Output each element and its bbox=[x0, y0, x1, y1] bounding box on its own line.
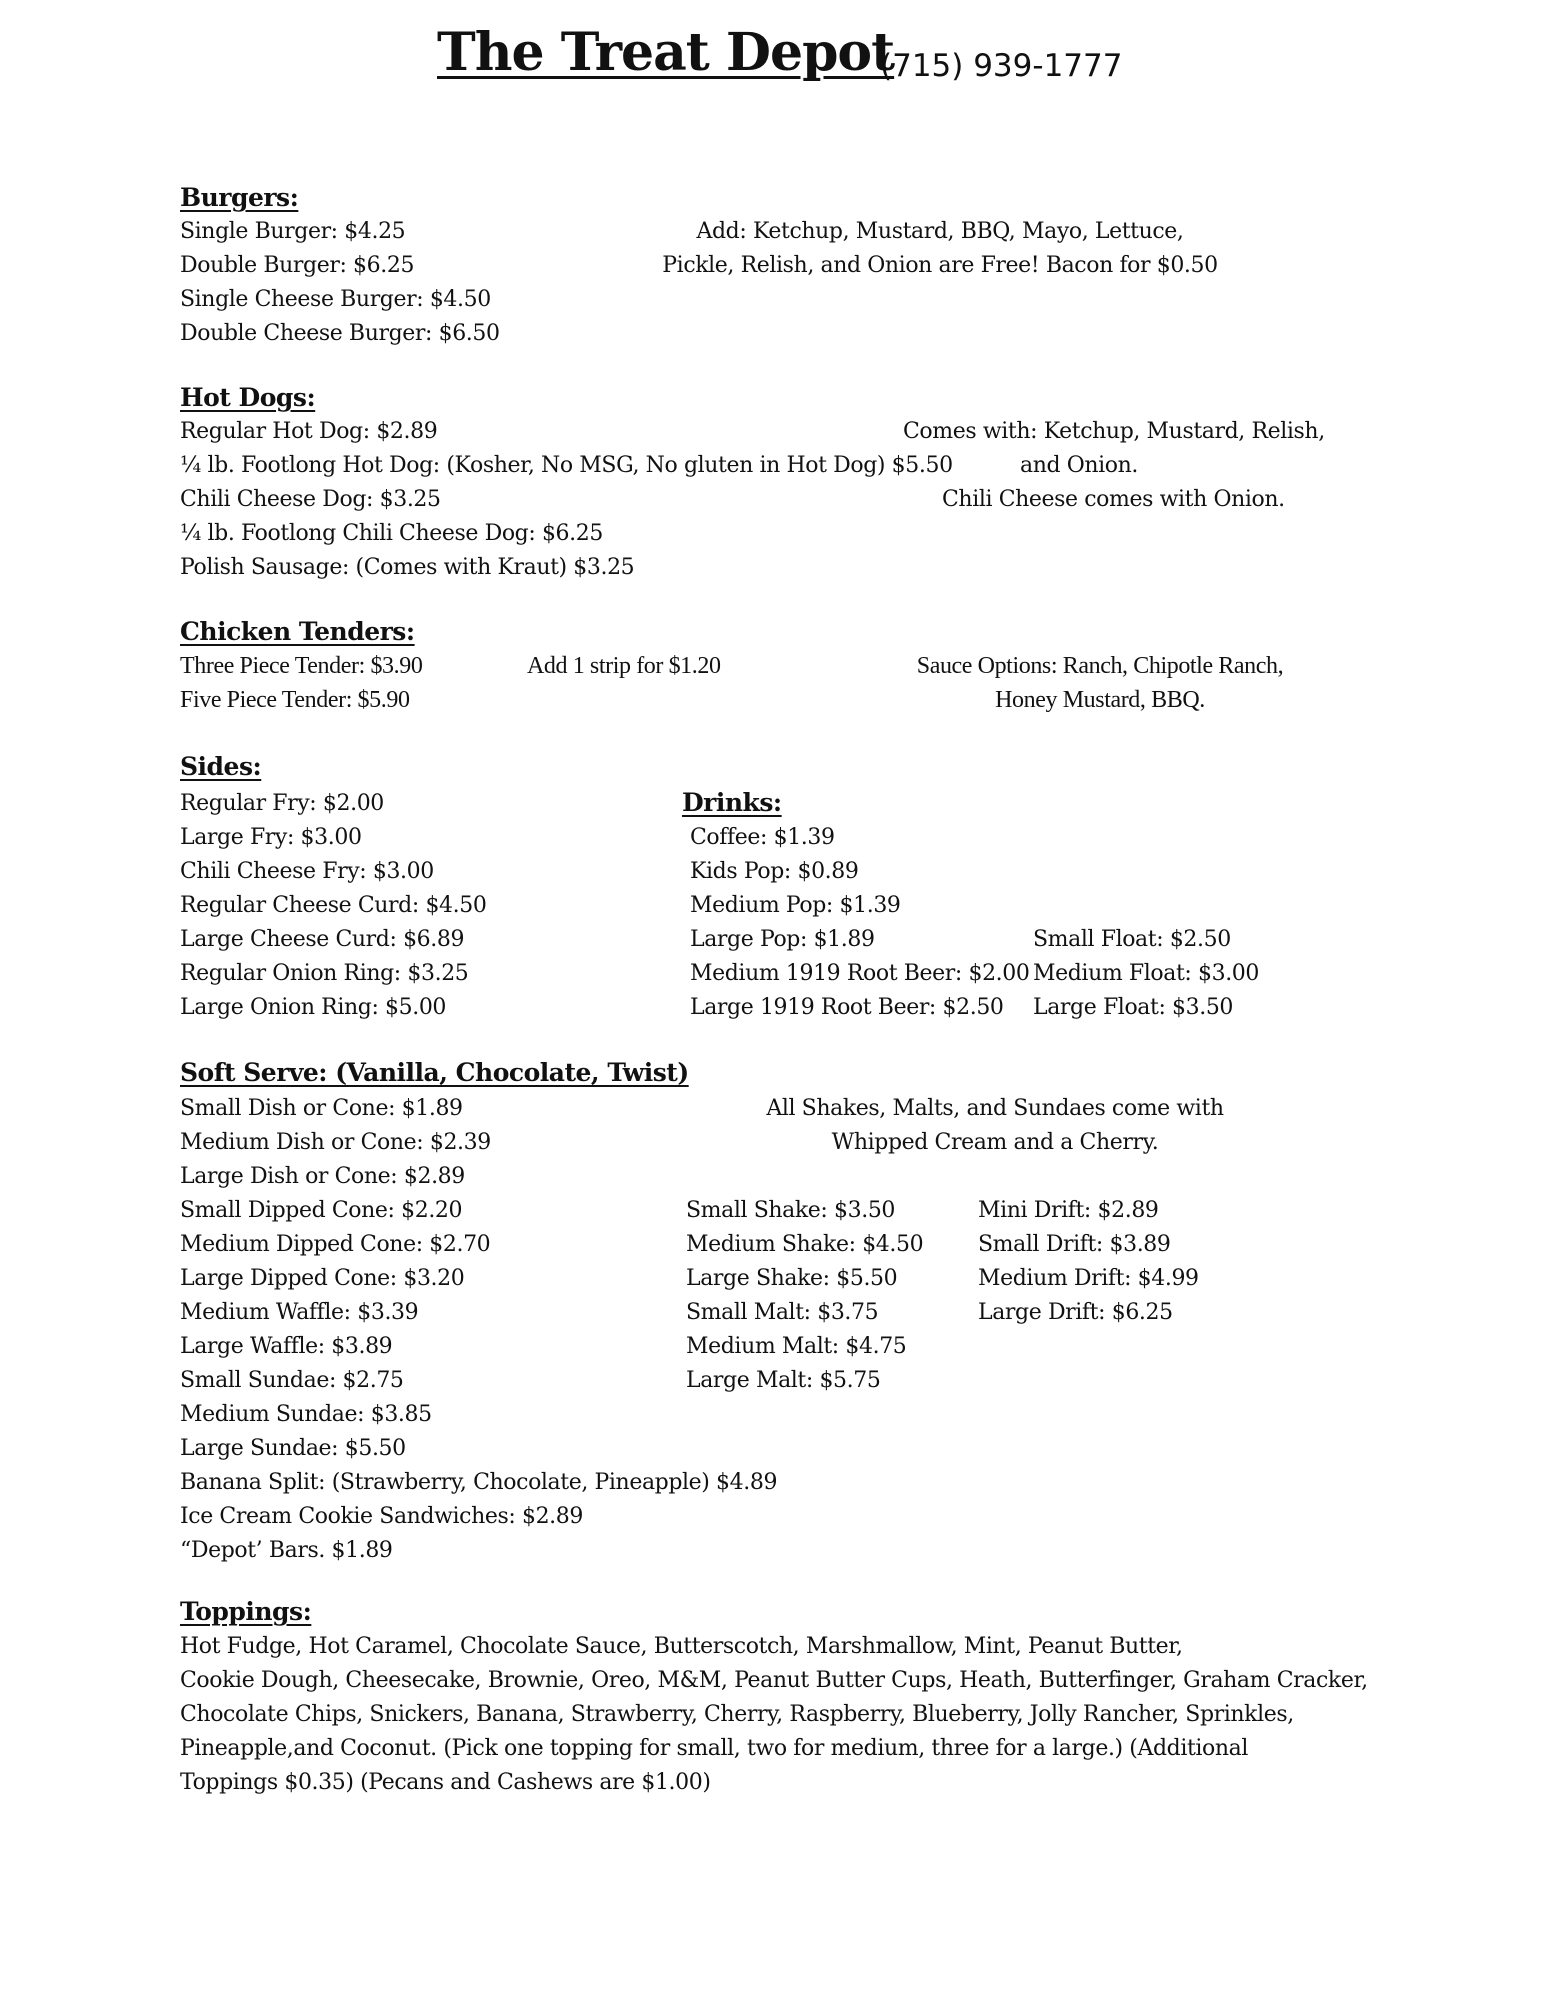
menu-item: ¼ lb. Footlong Chili Cheese Dog: $6.25 bbox=[180, 521, 603, 546]
menu-item: Large Pop: $1.89 bbox=[690, 927, 875, 952]
menu-item: Double Burger: $6.25 bbox=[180, 253, 415, 278]
hot-dogs-list bbox=[180, 415, 953, 585]
drinks-list bbox=[690, 821, 1029, 1025]
menu-item: Large Onion Ring: $5.00 bbox=[180, 995, 447, 1020]
note-line: Sauce Options: Ranch, Chipotle Ranch, bbox=[916, 653, 1284, 679]
menu-item: Three Piece Tender: $3.90 bbox=[180, 653, 423, 679]
menu-item: Mini Drift: $2.89 bbox=[978, 1198, 1159, 1223]
menu-item: Medium Float: $3.00 bbox=[1033, 961, 1259, 986]
sauce-options-note bbox=[890, 649, 1310, 717]
sides-list bbox=[180, 787, 486, 1025]
menu-item: Large Dish or Cone: $2.89 bbox=[180, 1164, 465, 1189]
hot-dogs-note-line: Chili Cheese comes with Onion. bbox=[942, 487, 1285, 512]
menu-item: Large Cheese Curd: $6.89 bbox=[180, 927, 465, 952]
note-line: All Shakes, Malts, and Sundaes come with bbox=[766, 1096, 1224, 1121]
menu-item: Medium Waffle: $3.39 bbox=[180, 1300, 419, 1325]
menu-item: Medium Shake: $4.50 bbox=[686, 1232, 924, 1257]
menu-item: Small Malt: $3.75 bbox=[686, 1300, 879, 1325]
drifts-list bbox=[978, 1194, 1199, 1330]
menu-item: Regular Cheese Curd: $4.50 bbox=[180, 893, 487, 918]
menu-item: Small Float: $2.50 bbox=[1033, 927, 1231, 952]
menu-item: Regular Onion Ring: $3.25 bbox=[180, 961, 469, 986]
toppings-line: Hot Fudge, Hot Caramel, Chocolate Sauce, Butterscotch, Marshmallow, Mint, Peanut Butter, bbox=[180, 1634, 1183, 1659]
menu-item: Regular Fry: $2.00 bbox=[180, 791, 384, 816]
menu-item: Single Cheese Burger: $4.50 bbox=[180, 287, 491, 312]
shakes-malts-list bbox=[686, 1194, 923, 1398]
menu-item: Medium Drift: $4.99 bbox=[978, 1266, 1199, 1291]
menu-item: Small Shake: $3.50 bbox=[686, 1198, 896, 1223]
toppings-heading: Toppings: bbox=[180, 1597, 312, 1626]
menu-item: Kids Pop: $0.89 bbox=[690, 859, 859, 884]
tender-add-on: Add 1 strip for $1.20 bbox=[527, 653, 721, 679]
toppings-line: Chocolate Chips, Snickers, Banana, Strawberry, Cherry, Raspberry, Blueberry, Jolly Rancher, Sprinkles, bbox=[180, 1702, 1294, 1727]
menu-item: Ice Cream Cookie Sandwiches: $2.89 bbox=[180, 1504, 583, 1529]
toppings-line: Cookie Dough, Cheesecake, Brownie, Oreo, M&M, Peanut Butter Cups, Heath, Butterfinger, Graham Cracker, bbox=[180, 1668, 1368, 1693]
menu-item: Large Drift: $6.25 bbox=[978, 1300, 1173, 1325]
phone-number: (715) 939-1777 bbox=[880, 48, 1123, 84]
menu-item: Large Dipped Cone: $3.20 bbox=[180, 1266, 465, 1291]
toppings-text bbox=[180, 1630, 1368, 1800]
menu-item: Medium Dish or Cone: $2.39 bbox=[180, 1130, 491, 1155]
menu-item: Regular Hot Dog: $2.89 bbox=[180, 419, 438, 444]
chicken-tenders-heading: Chicken Tenders: bbox=[180, 617, 415, 646]
note-line: Honey Mustard, BBQ. bbox=[995, 687, 1205, 713]
menu-item: Chili Cheese Fry: $3.00 bbox=[180, 859, 434, 884]
menu-item: Coffee: $1.39 bbox=[690, 825, 835, 850]
menu-item: Chili Cheese Dog: $3.25 bbox=[180, 487, 441, 512]
sides-heading: Sides: bbox=[180, 752, 262, 781]
menu-item: Large Malt: $5.75 bbox=[686, 1368, 881, 1393]
note-line: Pickle, Relish, and Onion are Free! Bacon for $0.50 bbox=[662, 253, 1218, 278]
menu-item: Small Sundae: $2.75 bbox=[180, 1368, 404, 1393]
menu-item: Medium Dipped Cone: $2.70 bbox=[180, 1232, 491, 1257]
drinks-heading: Drinks: bbox=[682, 788, 782, 817]
burgers-note bbox=[620, 215, 1260, 283]
chicken-tenders-list bbox=[180, 649, 422, 717]
shakes-note bbox=[735, 1092, 1255, 1160]
menu-item: Large Shake: $5.50 bbox=[686, 1266, 898, 1291]
menu-item: Large Fry: $3.00 bbox=[180, 825, 362, 850]
menu-item: “Depot’ Bars. $1.89 bbox=[180, 1538, 393, 1563]
menu-item: Small Dipped Cone: $2.20 bbox=[180, 1198, 463, 1223]
menu-item: Medium Pop: $1.39 bbox=[690, 893, 901, 918]
burgers-heading: Burgers: bbox=[180, 183, 299, 212]
menu-item: Medium Sundae: $3.85 bbox=[180, 1402, 432, 1427]
menu-item: Small Dish or Cone: $1.89 bbox=[180, 1096, 463, 1121]
hot-dogs-heading: Hot Dogs: bbox=[180, 383, 316, 412]
menu-item: Banana Split: (Strawberry, Chocolate, Pineapple) $4.89 bbox=[180, 1470, 778, 1495]
menu-item: Small Drift: $3.89 bbox=[978, 1232, 1171, 1257]
menu-title: The Treat Depot bbox=[437, 22, 895, 83]
menu-item: Large 1919 Root Beer: $2.50 bbox=[690, 995, 1004, 1020]
note-line: Add: Ketchup, Mustard, BBQ, Mayo, Lettuce, bbox=[696, 219, 1184, 244]
menu-item: Medium Malt: $4.75 bbox=[686, 1334, 907, 1359]
menu-item: Five Piece Tender: $5.90 bbox=[180, 687, 410, 713]
menu-item: Large Waffle: $3.89 bbox=[180, 1334, 393, 1359]
burgers-list bbox=[180, 215, 500, 351]
hot-dogs-note-line: Comes with: Ketchup, Mustard, Relish, bbox=[903, 419, 1325, 444]
soft-serve-heading: Soft Serve: (Vanilla, Chocolate, Twist) bbox=[180, 1058, 689, 1087]
menu-item: Polish Sausage: (Comes with Kraut) $3.25 bbox=[180, 555, 635, 580]
menu-item: Double Cheese Burger: $6.50 bbox=[180, 321, 500, 346]
floats-list bbox=[1033, 923, 1259, 1025]
menu-item: Medium 1919 Root Beer: $2.00 bbox=[690, 961, 1030, 986]
menu-item: Large Float: $3.50 bbox=[1033, 995, 1234, 1020]
hot-dogs-note-line: and Onion. bbox=[1020, 453, 1139, 478]
menu-item: Large Sundae: $5.50 bbox=[180, 1436, 406, 1461]
menu-item: Single Burger: $4.25 bbox=[180, 219, 406, 244]
toppings-line: Toppings $0.35) (Pecans and Cashews are $1.00) bbox=[180, 1770, 711, 1795]
note-line: Whipped Cream and a Cherry. bbox=[831, 1130, 1159, 1155]
toppings-line: Pineapple,and Coconut. (Pick one topping for small, two for medium, three for a large.) (Additional bbox=[180, 1736, 1249, 1761]
menu-item: ¼ lb. Footlong Hot Dog: (Kosher, No MSG, No gluten in Hot Dog) $5.50 bbox=[180, 453, 953, 478]
